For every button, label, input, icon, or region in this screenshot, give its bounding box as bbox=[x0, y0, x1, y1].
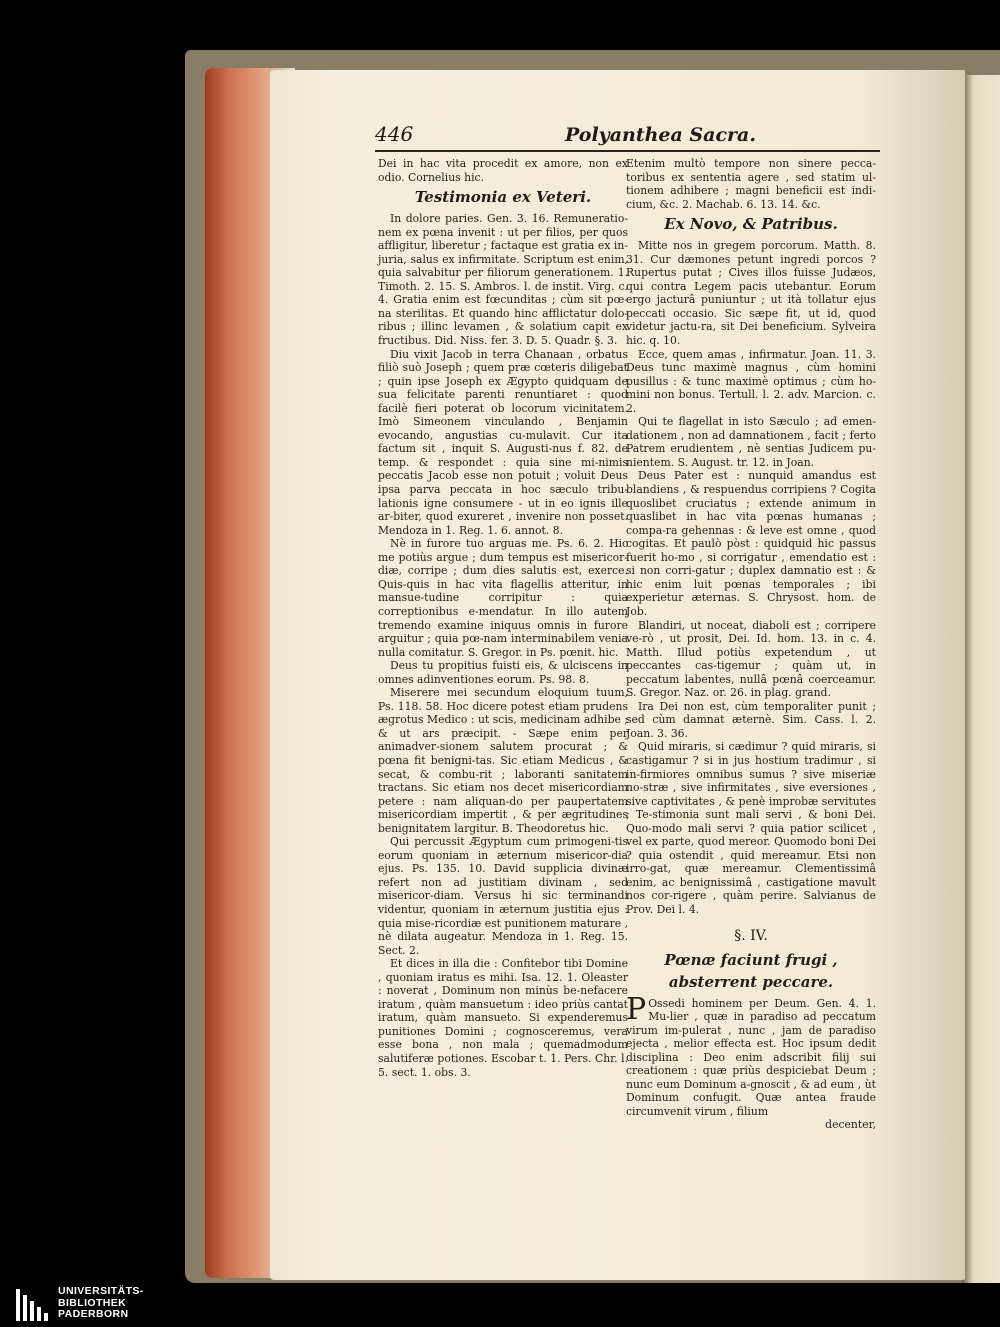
paragraph: Ecce, quem amas , infirmatur. Joan. 11. 3. Deus tunc maximè magnus , cùm homini pusillus : & tunc maximè optimus ; cùm ho-mini non bonus. Tertull. l. 2. adv. Marcion. c. 2. bbox=[626, 347, 876, 415]
paragraph: Etenim multò tempore non sinere pecca-toribus ex sententia agere , sed statim ul-tionem adhibere ; magni beneficii est indi-cium, &c. 2. Machab. 6. 13. 14. &c. bbox=[626, 157, 876, 211]
page-number: 446 bbox=[375, 122, 414, 146]
logo-line-2: BIBLIOTHEK bbox=[58, 1296, 127, 1309]
paragraph: Ira Dei non est, cùm temporaliter punit ; sed cùm damnat æternè. Sim. Cass. l. 2. Joan. 3. 36. bbox=[626, 699, 876, 740]
section-heading: Ex Novo, & Patribus. bbox=[664, 215, 838, 234]
page-header bbox=[375, 120, 880, 152]
paragraph: In dolore paries. Gen. 3. 16. Remuneratio-nem ex pœna invenit : ut per filios, per quos affligitur, liberetur ; factaque est gratia ex in-juria, salus ex infirmitate. Scriptum est enim, quia salvabitur per filiorum generationem. 1. Timoth. 2. 15. S. Ambros. l. de instit. Virg. c. 4. Gratia enim est fœcunditas ; cùm sit pœ-na sterilitas. Et quando hinc afflictatur dolo-ribus ; illinc levamen , & solatium capit ex fructibus. Did. Niss. fer. 3. D. 5. Quadr. §. 3. bbox=[378, 212, 628, 348]
paragraph: Deus Pater est : nunquid amandus est blandiens , & respuendus corripiens ? Cogita quoslibet cruciatus ; extende animum in quaslibet in hac vita pœnas humanas ; compa-ra gehennas : & leve est omne , quod cogitas. Et paulò pòst : quidquid hic passus fuerit ho-mo , si corrigatur , emendatio est : si non corri-gatur ; duplex damnatio est : & hic enim luit pœnas temporales ; ibi experietur æternas. S. Chrysost. hom. de Job. bbox=[626, 469, 876, 618]
paragraph: Miserere mei secundum eloquium tuum, Ps. 118. 58. Hoc dicere potest etiam prudens ægrotus Medico : ut scis, medicinam adhibe ; & ut ars præcipit. - Sæpe enim per animadver-sionem salutem procurat ; & pœna fit benigni-tas. Sic etiam Medicus , & secat, & combu-rit ; laboranti sanitatem tractans. Sic etiam nos decet misericordiam petere : nam aliquan-do per paupertatem misericordiam impertit , & per ægritudines benignitatem largitur. B. Theodoretus hic. bbox=[378, 686, 628, 835]
paragraph: Qui te flagellat in isto Sæculo ; ad emen-dationem , non ad damnationem , facit ; ferto Patrem erudientem , nè sentias Judicem pu-nientem. S. August. tr. 12. in Joan. bbox=[626, 415, 876, 469]
left-column bbox=[378, 157, 628, 1079]
logo-line-3: PADERBORN bbox=[58, 1308, 129, 1320]
paragraph bbox=[626, 991, 876, 1119]
paragraph: Qui percussit Ægyptum cum primogeni-tis eorum quoniam in æternum misericor-dia ejus. Ps. 135. 10. David supplicia divinæ refert non ad justitiam divinam , sed misericor-diam. Versus hi sic terminandi videntur, quoniam in æternum justitia ejus : quia mise-ricordiæ est punitionem maturare , nè dilata augeatur. Mendoza in 1. Reg. 15. Sect. 2. bbox=[378, 835, 628, 957]
section-heading: Testimonia ex Veteri. bbox=[414, 188, 592, 207]
section-number: §. IV. bbox=[734, 927, 768, 944]
library-logo-icon bbox=[14, 1287, 50, 1323]
paragraph: Et dices in illa die : Confitebor tibi Domine , quoniam iratus es mihi. Isa. 12. 1. Oleaster : noverat , Dominum non minùs be-nefacere iratum , quàm mansuetum : ideo priùs cantat iratum, quàm mansueto. Si expenderemus punitiones Domini ; cognosceremus, vera esse bona , non mala ; quemadmodum salutiferæ potiones. Escobar t. 1. Pers. Chr. l. 5. sect. 1. obs. 3. bbox=[378, 957, 628, 1079]
paragraph-text: Ossedi hominem per Deum. Gen. 4. 1. Mu-lier , quæ in paradiso ad peccatum virum im-pulerat , nunc , jam de paradiso ejecta , melior effecta est. Hoc ipsum dedit disciplina : Deo enim adscribit filij sui creationem : quæ priùs despiciebat Deum ; nunc eum Dominum a-gnoscit , & ad eum , ùt Dominum confugit. Quæ antea fraude circumvenit virum , filium bbox=[626, 996, 876, 1118]
drop-cap: P bbox=[626, 991, 647, 1027]
paragraph: Dei in hac vita procedit ex amore, non ex odio. Cornelius hic. bbox=[378, 157, 628, 184]
paragraph: Blandiri, ut noceat, diaboli est ; corripere ve-rò , ut prosit, Dei. Id. hom. 13. in c. 4. Matth. Illud potiùs expetendum , ut peccantes cas-tigemur ; quàm ut, in peccatum labentes, nullâ pœnâ coerceamur. S. Gregor. Naz. or. 26. in plag. grand. bbox=[626, 618, 876, 700]
facing-page-edge bbox=[962, 75, 1000, 1325]
library-logo-text bbox=[58, 1286, 144, 1321]
paragraph: Quid miraris, si cædimur ? quid miraris, si castigamur ? si in jus hostium tradimur , si in-firmiores omnibus sumus ? sive miseriæ no-stræ , sive infirmitates , sive eversiones , sive captivitates , & penè improbæ servitutes ; Te-stimonia sunt mali servi , & boni Dei. Quo-modo mali servi ? quia patior scilicet , vel ex parte, quod mereor. Quomodo boni Dei ? quia ostendit , quid mereamur. Etsi non irro-gat, quæ mereamur. Clementissimâ enim, ac benignissimâ , castigatione mavult nos cor-rigere , quàm perire. Salvianus de Prov. Dei l. 4. bbox=[626, 740, 876, 916]
right-column bbox=[626, 157, 876, 1132]
logo-line-1: UNIVERSITÄTS- bbox=[58, 1285, 144, 1297]
paragraph: Deus tu propitius fuisti eis, & ulciscens in omnes adinventiones eorum. Ps. 98. 8. bbox=[378, 659, 628, 686]
catchword: decenter, bbox=[825, 1118, 876, 1132]
running-title: Polyanthea Sacra. bbox=[565, 124, 756, 146]
paragraph: Mitte nos in gregem porcorum. Matth. 8. 31. Cur dæmones petunt ingredi porcos ? Rupertus putat ; Cives illos fuisse Judæos, qui contra Legem pacis utebantur. Eorum ergo jacturâ puniuntur ; ut ità tollatur ejus peccati occasio. Sic sæpe fit, ut id, quod videtur jactu-ra, sit Dei beneficium. Sylveira hic. q. 10. bbox=[626, 239, 876, 348]
library-logo bbox=[0, 1283, 1000, 1327]
section-heading: Pœnæ faciunt frugi , absterrent peccare. bbox=[664, 950, 838, 991]
paragraph: Nè in furore tuo arguas me. Ps. 6. 2. Hic me potiùs argue ; dum tempus est misericor-diæ, corripe ; dum dies salutis est, exerce. Quis-quis in hac vita flagellis atteritur, in mansue-tudine corripitur : quia correptionibus e-mendatur. In illo autem tremendo examine iniquus omnis in furore arguitur ; quia pœ-nam interminabilem venia nulla comitatur. S. Gregor. in Ps. pœnit. hic. bbox=[378, 537, 628, 659]
paragraph: Diu vixit Jacob in terra Chanaan , orbatus filiò suò Joseph ; quem præ cœteris diligebat ; quin ipse Joseph ex Ægypto quidquam de sua felicitate parenti renuntiaret : quod facilè fieri poterat ob locorum vicinitatem. Imò Simeonem vinculando , Benjamin evocando, angustias cu-mulavit. Cur ita factum sit , inquit S. Augusti-nus f. 82. de temp. & respondet : quia sine mi-nimis peccatis Jacob esse non potuit ; voluit Deus ipsa parva peccata in hoc sæculo tribu-lationis igne consumere - ut in eo ignis ille ar-biter, quod exureret , invenire non posset. Mendoza in 1. Reg. 1. 6. annot. 8. bbox=[378, 347, 628, 537]
